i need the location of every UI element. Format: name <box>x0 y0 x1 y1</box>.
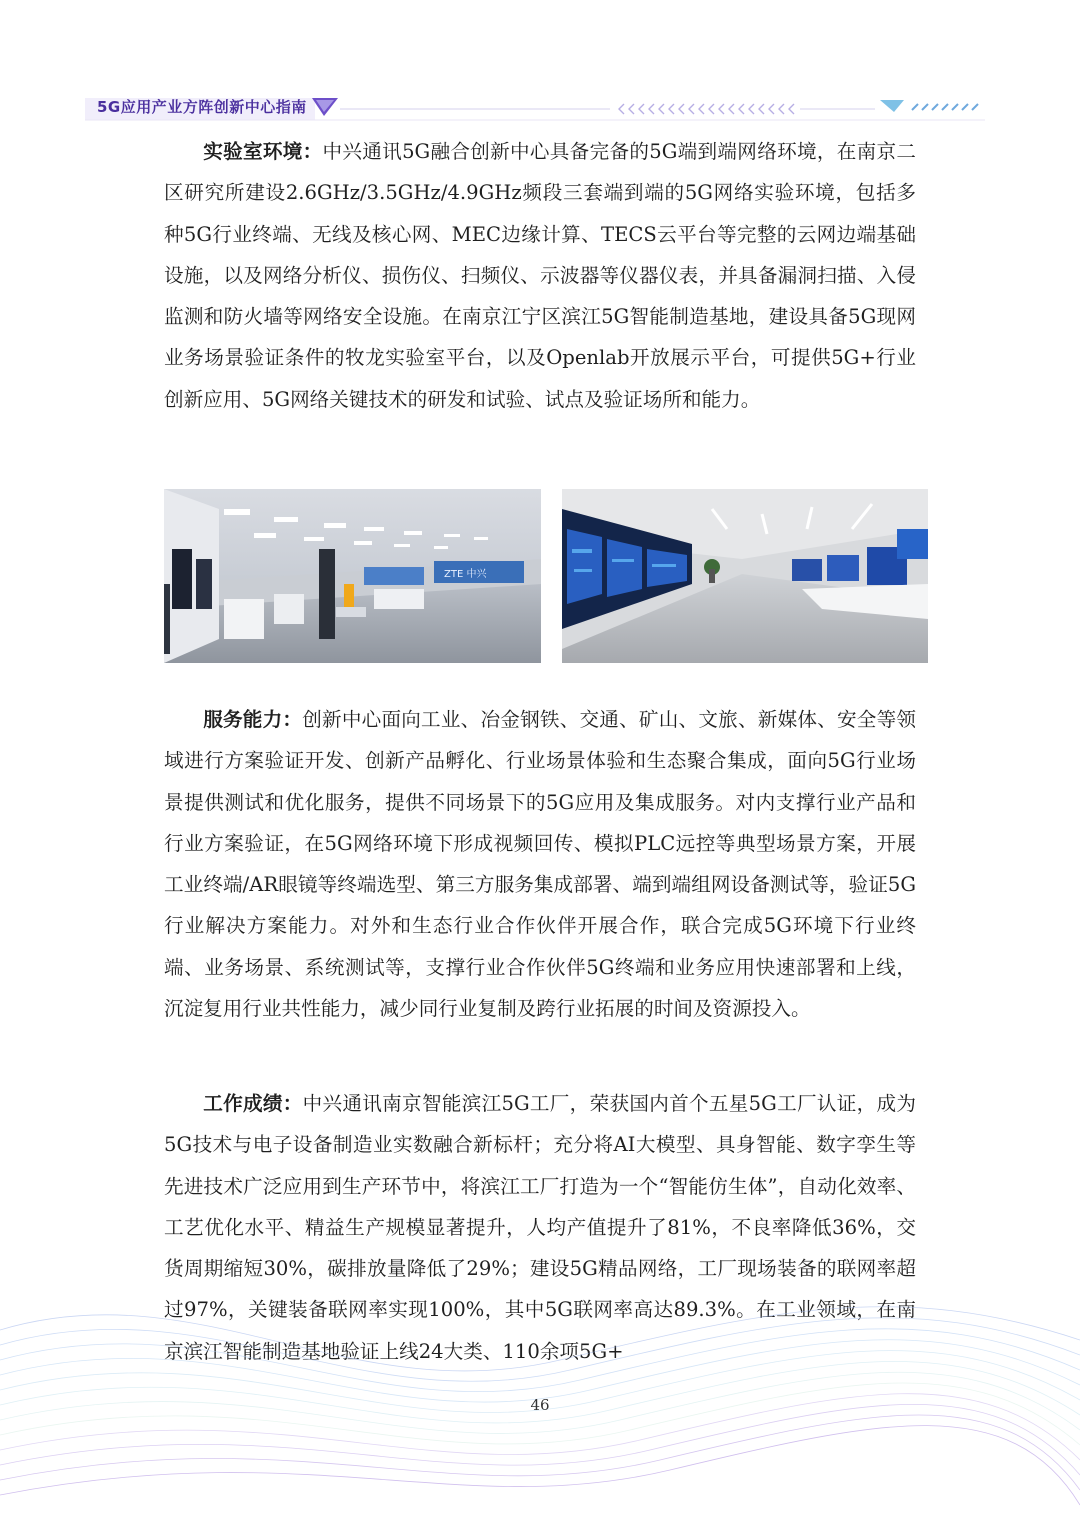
work-results-text: 中兴通讯南京智能滨江5G工厂，荣获国内首个五星5G工厂认证，成为5G技术与电子设备制造业实数融合新标杆；充分将AI大模型、具身智能、数字孪生等先进技术广泛应用到生产环节中，将滨江工厂打造为一个“智能仿生体”，自动化效率、工艺优化水平、精益生产规模显著提升，人均产值提升了81%，不良率降低36%，交货周期缩短30%，碳排放量降低了29%；建设5G精品网络，工厂现场装备的联网率超过97%，关键装备联网率实现100%，其中5G联网率高达89.3%。在工业领域，在南京滨江智能制造基地验证上线24大类、110余项5G+ <box>164 1092 916 1363</box>
lab-environment-heading: 实验室环境： <box>203 140 323 163</box>
lab-environment-text: 中兴通讯5G融合创新中心具备完备的5G端到端网络环境，在南京二区研究所建设2.6GHz/3.5GHz/4.9GHz频段三套端到端的5G网络实验环境，包括多种5G行业终端、无线及核心网、MEC边缘计算、TECS云平台等完整的云网边端基础设施，以及网络分析仪、损伤仪、扫频仪、示波器等仪器仪表，并具备漏洞扫描、入侵监测和防火墙等网络安全设施。在南京江宁区滨江5G智能制造基地，建设具备5G现网业务场景验证条件的牧龙实验室平台，以及Openlab开放展示平台，可提供5G+行业创新应用、5G网络关键技术的研发和试验、试点及验证场所和能力。 <box>164 140 916 411</box>
service-capability-heading: 服务能力： <box>203 708 303 731</box>
lab-hall-photo <box>164 489 541 663</box>
zte-logo-text: ZTE 中兴 <box>444 569 487 580</box>
page-header <box>0 0 1080 130</box>
paragraph-service-capability <box>164 699 916 1029</box>
footer-wave-decoration <box>0 1250 1080 1527</box>
service-capability-text: 创新中心面向工业、冶金钢铁、交通、矿山、文旅、新媒体、安全等领域进行方案验证开发、创新产品孵化、行业场景体验和生态聚合集成，面向5G行业场景提供测试和优化服务，提供不同场景下的5G应用及集成服务。对内支撑行业产品和行业方案验证，在5G网络环境下形成视频回传、模拟PLC远控等典型场景方案，开展工业终端/AR眼镜等终端选型、第三方服务集成部署、端到端组网设备测试等，验证5G行业解决方案能力。对外和生态行业合作伙伴开展合作，联合完成5G环境下行业终端、业务场景、系统测试等，支撑行业合作伙伴5G终端和业务应用快速部署和上线，沉淀复用行业共性能力，减少同行业复制及跨行业拓展的时间及资源投入。 <box>164 708 916 1021</box>
page-number: 46 <box>530 1396 550 1414</box>
showroom-corridor-photo <box>562 489 928 663</box>
work-results-heading: 工作成绩： <box>203 1092 303 1115</box>
header-title: 5G应用产业方阵创新中心指南 <box>97 98 307 116</box>
paragraph-lab-environment <box>164 131 916 420</box>
